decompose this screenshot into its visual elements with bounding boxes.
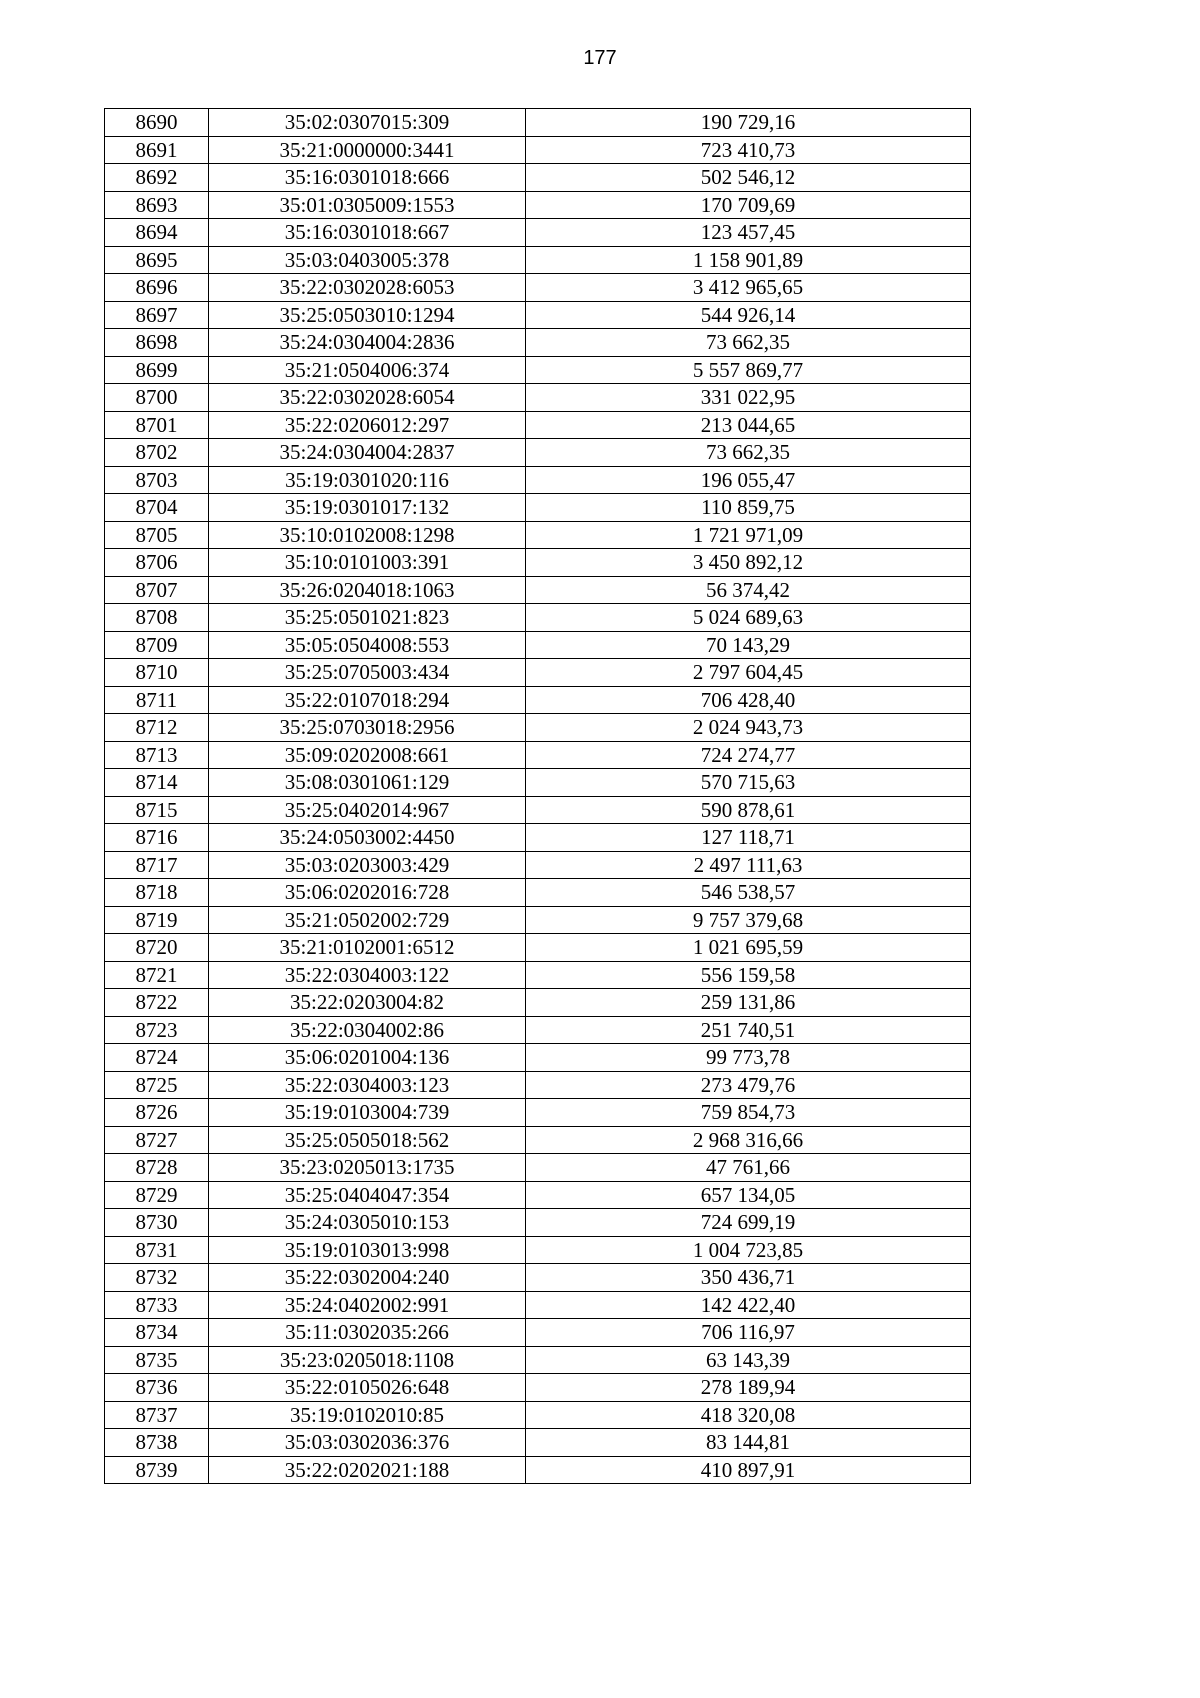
cadastral-number-cell: 35:03:0403005:378	[209, 246, 526, 274]
table-row	[105, 301, 971, 329]
row-number-cell: 8709	[105, 631, 209, 659]
cadastral-number-cell: 35:03:0302036:376	[209, 1429, 526, 1457]
cadastral-value-cell: 1 158 901,89	[526, 246, 971, 274]
table-row	[105, 1044, 971, 1072]
row-number-cell: 8714	[105, 769, 209, 797]
row-number-cell: 8706	[105, 549, 209, 577]
table-row	[105, 1071, 971, 1099]
cadastral-value-cell: 196 055,47	[526, 466, 971, 494]
cadastral-number-cell: 35:19:0103013:998	[209, 1236, 526, 1264]
row-number-cell: 8731	[105, 1236, 209, 1264]
cadastral-number-cell: 35:03:0203003:429	[209, 851, 526, 879]
table-row	[105, 549, 971, 577]
row-number-cell: 8722	[105, 989, 209, 1017]
table-row	[105, 191, 971, 219]
table-row	[105, 1346, 971, 1374]
table-row	[105, 1126, 971, 1154]
cadastral-value-cell: 1 721 971,09	[526, 521, 971, 549]
cadastral-number-cell: 35:25:0402014:967	[209, 796, 526, 824]
cadastral-value-cell: 73 662,35	[526, 439, 971, 467]
cadastral-number-cell: 35:22:0302028:6053	[209, 274, 526, 302]
cadastral-number-cell: 35:22:0202021:188	[209, 1456, 526, 1484]
cadastral-number-cell: 35:25:0705003:434	[209, 659, 526, 687]
row-number-cell: 8727	[105, 1126, 209, 1154]
table-row	[105, 1154, 971, 1182]
cadastral-number-cell: 35:16:0301018:666	[209, 164, 526, 192]
cadastral-value-cell: 3 412 965,65	[526, 274, 971, 302]
cadastral-value-cell: 2 797 604,45	[526, 659, 971, 687]
cadastral-value-cell: 350 436,71	[526, 1264, 971, 1292]
cadastral-value-table	[104, 108, 971, 1484]
row-number-cell: 8725	[105, 1071, 209, 1099]
table-row	[105, 1456, 971, 1484]
cadastral-value-cell: 723 410,73	[526, 136, 971, 164]
table-row	[105, 1209, 971, 1237]
cadastral-value-cell: 502 546,12	[526, 164, 971, 192]
row-number-cell: 8702	[105, 439, 209, 467]
cadastral-number-cell: 35:22:0302004:240	[209, 1264, 526, 1292]
cadastral-value-cell: 724 699,19	[526, 1209, 971, 1237]
row-number-cell: 8694	[105, 219, 209, 247]
cadastral-value-cell: 110 859,75	[526, 494, 971, 522]
cadastral-number-cell: 35:22:0304003:123	[209, 1071, 526, 1099]
cadastral-number-cell: 35:10:0102008:1298	[209, 521, 526, 549]
cadastral-value-cell: 1 021 695,59	[526, 934, 971, 962]
cadastral-value-cell: 259 131,86	[526, 989, 971, 1017]
table-row	[105, 274, 971, 302]
row-number-cell: 8715	[105, 796, 209, 824]
table-row	[105, 329, 971, 357]
page-number: 177	[583, 47, 617, 69]
table-row	[105, 136, 971, 164]
row-number-cell: 8708	[105, 604, 209, 632]
row-number-cell: 8710	[105, 659, 209, 687]
cadastral-number-cell: 35:19:0301017:132	[209, 494, 526, 522]
table-row	[105, 576, 971, 604]
table-row	[105, 1291, 971, 1319]
row-number-cell: 8691	[105, 136, 209, 164]
table-row	[105, 686, 971, 714]
cadastral-value-cell: 590 878,61	[526, 796, 971, 824]
table-row	[105, 796, 971, 824]
table-row	[105, 494, 971, 522]
cadastral-value-cell: 5 024 689,63	[526, 604, 971, 632]
row-number-cell: 8736	[105, 1374, 209, 1402]
cadastral-number-cell: 35:25:0703018:2956	[209, 714, 526, 742]
row-number-cell: 8695	[105, 246, 209, 274]
row-number-cell: 8703	[105, 466, 209, 494]
cadastral-number-cell: 35:25:0505018:562	[209, 1126, 526, 1154]
cadastral-number-cell: 35:25:0404047:354	[209, 1181, 526, 1209]
row-number-cell: 8701	[105, 411, 209, 439]
row-number-cell: 8733	[105, 1291, 209, 1319]
cadastral-number-cell: 35:21:0502002:729	[209, 906, 526, 934]
cadastral-number-cell: 35:05:0504008:553	[209, 631, 526, 659]
cadastral-value-cell: 70 143,29	[526, 631, 971, 659]
cadastral-value-cell: 724 274,77	[526, 741, 971, 769]
cadastral-value-cell: 410 897,91	[526, 1456, 971, 1484]
cadastral-value-cell: 9 757 379,68	[526, 906, 971, 934]
table-row	[105, 411, 971, 439]
row-number-cell: 8712	[105, 714, 209, 742]
row-number-cell: 8692	[105, 164, 209, 192]
cadastral-number-cell: 35:21:0102001:6512	[209, 934, 526, 962]
row-number-cell: 8713	[105, 741, 209, 769]
row-number-cell: 8729	[105, 1181, 209, 1209]
table-row	[105, 659, 971, 687]
cadastral-number-cell: 35:19:0102010:85	[209, 1401, 526, 1429]
table-row	[105, 246, 971, 274]
table-row	[105, 1099, 971, 1127]
cadastral-value-cell: 83 144,81	[526, 1429, 971, 1457]
cadastral-value-cell: 706 428,40	[526, 686, 971, 714]
cadastral-number-cell: 35:02:0307015:309	[209, 109, 526, 137]
row-number-cell: 8707	[105, 576, 209, 604]
cadastral-number-cell: 35:06:0202016:728	[209, 879, 526, 907]
cadastral-value-cell: 127 118,71	[526, 824, 971, 852]
row-number-cell: 8700	[105, 384, 209, 412]
cadastral-value-cell: 47 761,66	[526, 1154, 971, 1182]
cadastral-value-cell: 99 773,78	[526, 1044, 971, 1072]
cadastral-value-cell: 2 024 943,73	[526, 714, 971, 742]
cadastral-value-cell: 123 457,45	[526, 219, 971, 247]
row-number-cell: 8735	[105, 1346, 209, 1374]
cadastral-number-cell: 35:19:0301020:116	[209, 466, 526, 494]
cadastral-number-cell: 35:25:0503010:1294	[209, 301, 526, 329]
cadastral-number-cell: 35:24:0304004:2836	[209, 329, 526, 357]
table-row	[105, 851, 971, 879]
cadastral-value-cell: 273 479,76	[526, 1071, 971, 1099]
cadastral-value-cell: 73 662,35	[526, 329, 971, 357]
cadastral-value-cell: 170 709,69	[526, 191, 971, 219]
cadastral-number-cell: 35:22:0304002:86	[209, 1016, 526, 1044]
cadastral-value-cell: 570 715,63	[526, 769, 971, 797]
table-row	[105, 741, 971, 769]
cadastral-value-cell: 546 538,57	[526, 879, 971, 907]
cadastral-number-cell: 35:22:0302028:6054	[209, 384, 526, 412]
cadastral-number-cell: 35:24:0402002:991	[209, 1291, 526, 1319]
cadastral-number-cell: 35:22:0107018:294	[209, 686, 526, 714]
row-number-cell: 8724	[105, 1044, 209, 1072]
table-row	[105, 384, 971, 412]
cadastral-value-cell: 556 159,58	[526, 961, 971, 989]
cadastral-value-cell: 706 116,97	[526, 1319, 971, 1347]
table-row	[105, 1319, 971, 1347]
cadastral-number-cell: 35:01:0305009:1553	[209, 191, 526, 219]
table-row	[105, 934, 971, 962]
cadastral-value-cell: 2 497 111,63	[526, 851, 971, 879]
cadastral-number-cell: 35:21:0000000:3441	[209, 136, 526, 164]
row-number-cell: 8730	[105, 1209, 209, 1237]
row-number-cell: 8738	[105, 1429, 209, 1457]
row-number-cell: 8717	[105, 851, 209, 879]
table-row	[105, 1181, 971, 1209]
row-number-cell: 8705	[105, 521, 209, 549]
row-number-cell: 8719	[105, 906, 209, 934]
cadastral-value-cell: 544 926,14	[526, 301, 971, 329]
table-row	[105, 109, 971, 137]
row-number-cell: 8696	[105, 274, 209, 302]
cadastral-value-cell: 1 004 723,85	[526, 1236, 971, 1264]
table-row	[105, 631, 971, 659]
row-number-cell: 8732	[105, 1264, 209, 1292]
table-row	[105, 961, 971, 989]
row-number-cell: 8711	[105, 686, 209, 714]
cadastral-number-cell: 35:23:0205013:1735	[209, 1154, 526, 1182]
cadastral-value-cell: 657 134,05	[526, 1181, 971, 1209]
cadastral-number-cell: 35:09:0202008:661	[209, 741, 526, 769]
cadastral-number-cell: 35:11:0302035:266	[209, 1319, 526, 1347]
cadastral-number-cell: 35:08:0301061:129	[209, 769, 526, 797]
table-row	[105, 356, 971, 384]
cadastral-value-cell: 190 729,16	[526, 109, 971, 137]
table-row	[105, 769, 971, 797]
cadastral-number-cell: 35:24:0305010:153	[209, 1209, 526, 1237]
cadastral-number-cell: 35:22:0304003:122	[209, 961, 526, 989]
table-row	[105, 1264, 971, 1292]
row-number-cell: 8716	[105, 824, 209, 852]
cadastral-value-cell: 56 374,42	[526, 576, 971, 604]
table-row	[105, 879, 971, 907]
cadastral-number-cell: 35:21:0504006:374	[209, 356, 526, 384]
cadastral-value-cell: 213 044,65	[526, 411, 971, 439]
table-body	[105, 109, 971, 1484]
row-number-cell: 8699	[105, 356, 209, 384]
cadastral-value-cell: 759 854,73	[526, 1099, 971, 1127]
cadastral-value-cell: 251 740,51	[526, 1016, 971, 1044]
cadastral-value-cell: 331 022,95	[526, 384, 971, 412]
cadastral-number-cell: 35:19:0103004:739	[209, 1099, 526, 1127]
cadastral-value-cell: 63 143,39	[526, 1346, 971, 1374]
table-row	[105, 1236, 971, 1264]
row-number-cell: 8739	[105, 1456, 209, 1484]
cadastral-number-cell: 35:06:0201004:136	[209, 1044, 526, 1072]
row-number-cell: 8718	[105, 879, 209, 907]
cadastral-number-cell: 35:25:0501021:823	[209, 604, 526, 632]
cadastral-value-cell: 2 968 316,66	[526, 1126, 971, 1154]
cadastral-number-cell: 35:22:0206012:297	[209, 411, 526, 439]
cadastral-number-cell: 35:24:0304004:2837	[209, 439, 526, 467]
table-row	[105, 1429, 971, 1457]
table-row	[105, 521, 971, 549]
row-number-cell: 8723	[105, 1016, 209, 1044]
table-row	[105, 466, 971, 494]
row-number-cell: 8737	[105, 1401, 209, 1429]
cadastral-number-cell: 35:24:0503002:4450	[209, 824, 526, 852]
cadastral-number-cell: 35:22:0105026:648	[209, 1374, 526, 1402]
cadastral-value-cell: 278 189,94	[526, 1374, 971, 1402]
cadastral-number-cell: 35:22:0203004:82	[209, 989, 526, 1017]
table-row	[105, 1401, 971, 1429]
cadastral-number-cell: 35:10:0101003:391	[209, 549, 526, 577]
table-row	[105, 714, 971, 742]
table-row	[105, 439, 971, 467]
row-number-cell: 8704	[105, 494, 209, 522]
table-row	[105, 604, 971, 632]
table-row	[105, 1016, 971, 1044]
row-number-cell: 8721	[105, 961, 209, 989]
cadastral-number-cell: 35:16:0301018:667	[209, 219, 526, 247]
table-row	[105, 219, 971, 247]
cadastral-value-cell: 418 320,08	[526, 1401, 971, 1429]
cadastral-value-cell: 142 422,40	[526, 1291, 971, 1319]
cadastral-number-cell: 35:23:0205018:1108	[209, 1346, 526, 1374]
row-number-cell: 8697	[105, 301, 209, 329]
cadastral-value-cell: 5 557 869,77	[526, 356, 971, 384]
row-number-cell: 8734	[105, 1319, 209, 1347]
row-number-cell: 8698	[105, 329, 209, 357]
table-row	[105, 1374, 971, 1402]
table-row	[105, 989, 971, 1017]
row-number-cell: 8720	[105, 934, 209, 962]
row-number-cell: 8726	[105, 1099, 209, 1127]
table-row	[105, 824, 971, 852]
table-row	[105, 164, 971, 192]
row-number-cell: 8728	[105, 1154, 209, 1182]
row-number-cell: 8690	[105, 109, 209, 137]
cadastral-number-cell: 35:26:0204018:1063	[209, 576, 526, 604]
row-number-cell: 8693	[105, 191, 209, 219]
cadastral-value-cell: 3 450 892,12	[526, 549, 971, 577]
table-row	[105, 906, 971, 934]
